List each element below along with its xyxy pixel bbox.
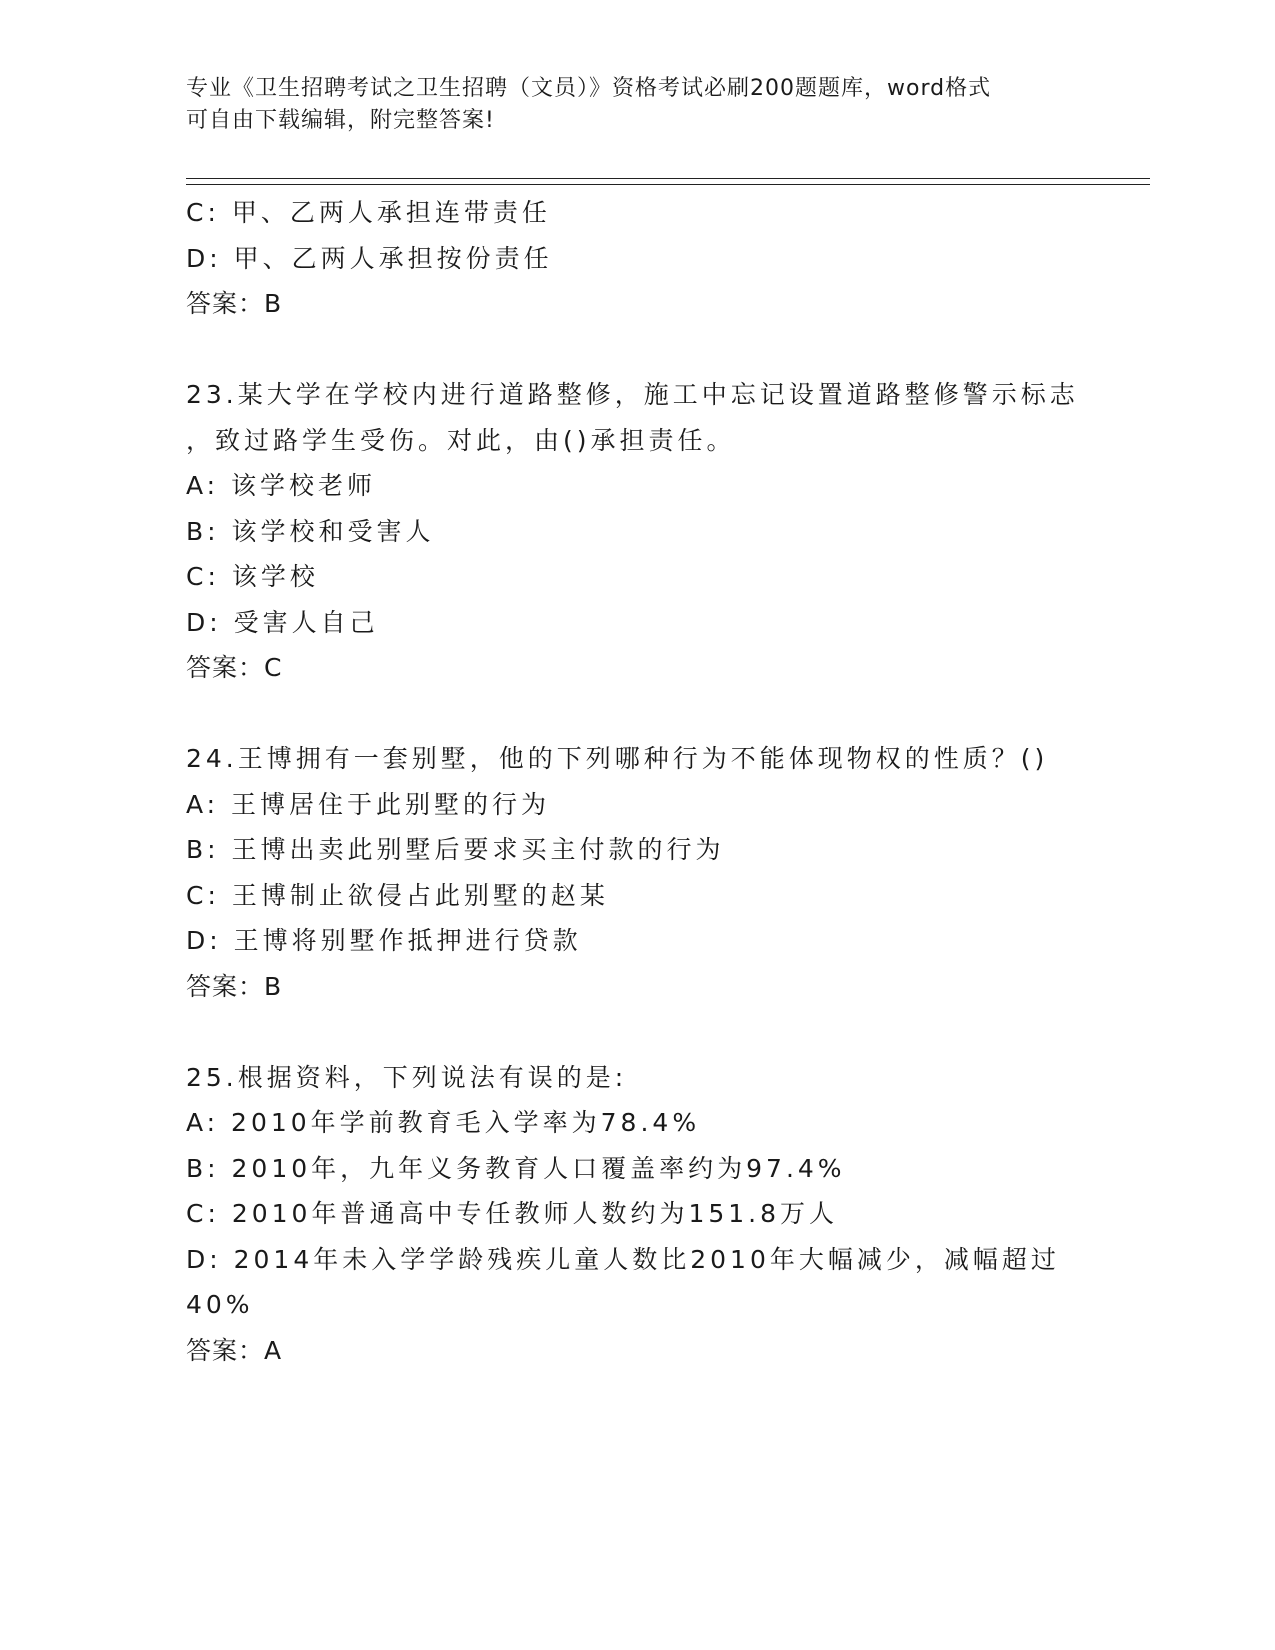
answer-line: 答案：B xyxy=(186,289,283,318)
option-c: C: 2010年普通高中专任教师人数约为151.8万人 xyxy=(186,1199,839,1228)
answer-line: 答案：C xyxy=(186,653,283,682)
question-23 xyxy=(186,372,1126,691)
spacer xyxy=(186,1009,1126,1055)
spacer xyxy=(186,691,1126,737)
option-b: B: 2010年，九年义务教育人口覆盖率约为97.4% xyxy=(186,1153,846,1183)
option-b: B: 该学校和受害人 xyxy=(186,516,435,546)
question-stem: 24.王博拥有一套别墅，他的下列哪种行为不能体现物权的性质？() xyxy=(186,744,1049,773)
question-list xyxy=(186,190,1126,1373)
option-d: D: 甲、乙两人承担按份责任 xyxy=(186,243,553,273)
option-c: C: 王博制止欲侵占此别墅的赵某 xyxy=(186,880,609,910)
option-c: C: 该学校 xyxy=(186,562,319,591)
option-a: A: 2010年学前教育毛入学率为78.4% xyxy=(186,1108,701,1137)
option-d: D: 王博将别墅作抵押进行贷款 xyxy=(186,926,582,955)
header-title-line-1: 专业《卫生招聘考试之卫生招聘（文员）》资格考试必刷200题题库，word格式 xyxy=(186,76,992,101)
header-divider-bottom xyxy=(186,184,1150,185)
option-a: A: 王博居住于此别墅的行为 xyxy=(186,789,551,819)
question-stem: 25.根据资料，下列说法有误的是: xyxy=(186,1062,628,1092)
option-c: C: 甲、乙两人承担连带责任 xyxy=(186,198,551,227)
header-divider-top xyxy=(186,178,1150,179)
question-25 xyxy=(186,1055,1126,1374)
option-a: A: 该学校老师 xyxy=(186,471,377,500)
question-22-tail xyxy=(186,190,1126,327)
spacer xyxy=(186,327,1126,373)
answer-line: 答案：A xyxy=(186,1335,283,1365)
option-b: B: 王博出卖此别墅后要求买主付款的行为 xyxy=(186,835,725,864)
question-24 xyxy=(186,736,1126,1009)
header-title-line-2: 可自由下载编辑，附完整答案! xyxy=(186,108,495,133)
option-d: D: 2014年未入学学龄残疾儿童人数比2010年大幅减少，减幅超过 xyxy=(186,1244,1060,1274)
question-stem: 23.某大学在学校内进行道路整修，施工中忘记设置道路整修警示标志 xyxy=(186,380,1079,409)
option-d-continued: 40% xyxy=(186,1290,254,1319)
document-header xyxy=(186,73,1086,137)
option-d: D: 受害人自己 xyxy=(186,607,379,637)
answer-line: 答案：B xyxy=(186,971,283,1001)
question-stem-continued: ，致过路学生受伤。对此，由()承担责任。 xyxy=(186,425,736,455)
